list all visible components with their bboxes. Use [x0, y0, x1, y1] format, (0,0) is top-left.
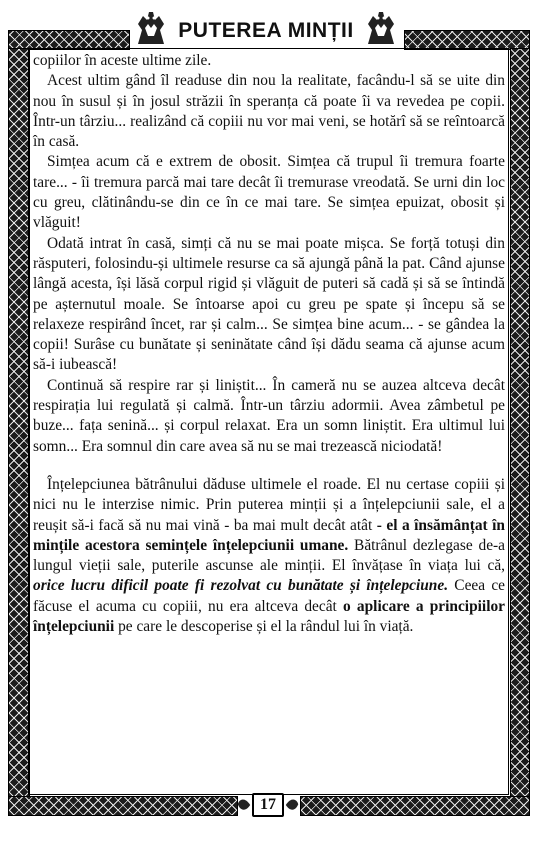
running-header: [128, 4, 404, 48]
page-number-area: [236, 792, 300, 818]
emphasized-text: o aplicare a principiilor înțelepciunii: [33, 597, 505, 636]
paragraph: [33, 51, 505, 71]
right-gargoyle-icon: [364, 6, 398, 46]
right-page-number-ornament-icon: [284, 794, 300, 816]
page-number: 17: [252, 793, 284, 817]
text-run: pe care le descoperise și el la rândul lui în viață.: [114, 618, 414, 636]
running-header-title: PUTEREA MINȚII: [178, 19, 354, 42]
text-run: copiilor în aceste ultime zile.: [33, 52, 212, 69]
bottom-right-border-ornament: [300, 796, 530, 816]
text-run: Continuă să respire rar și liniștit... În cameră nu se auzea altceva decât respirația lui regulată și calmă. Într-un târziu adormii. Avea zâmbetul pe buze... fața senină... și corpul relaxat. Era un somn liniștit. Era ultimul lui somn... Era somnul din care avea să nu se mai trezească niciodată!: [33, 376, 505, 455]
text-run: Odată intrat în casă, simți că nu se mai poate mișca. Se forță totuși din răsputeri, folosindu-și ultimele resurse ca să ajungă până la pat. Când ajunse lângă acesta, își lăsă corpul rigid și vlăguit de puteri să cadă și să se întindă pe așternutul moale. Se întoarse apoi cu greu pe spate și începu să se relaxeze respirând încet, rar și calm... Se simțea bine acum... - se gândea la copii! Surâse cu bunătate și seninătate când își dădu seama că ajunse acum să-i iubească!: [33, 234, 505, 374]
text-run: Înțelepciunea bătrânului dăduse ultimele el roade. El nu certase copiii și nici nu le interzise nimic. Prin puterea minții și a înțelepciunii sale, el a reușit să-i facă să nu mai vină - ba mai mult decât atât: [33, 475, 505, 534]
body-text: [33, 51, 505, 637]
top-right-border-ornament: [404, 30, 530, 50]
text-run: Simțea acum că e extrem de obosit. Simțea că trupul îi tremura foarte tare... - îi tremura parcă mai tare decât îi tremurase vreodată. Se urni din loc cu greu, clătinându-se din ce în ce mai tare. Se simțea epuizat, obosit și vlăguit!: [33, 153, 505, 232]
left-border-ornament: [8, 48, 30, 798]
left-gargoyle-icon: [134, 6, 168, 46]
emphasized-text: - el a însămânțat în mințile acestora semințele înțelepciunii umane.: [33, 516, 505, 554]
paragraph-gap: [33, 457, 505, 475]
paragraph: [33, 234, 505, 376]
text-run: Acest ultim gând îl readuse din nou la realitate, facându-l să se uite din nou în susul și în josul străzii în speranța că poate îi va revedea pe copii. Într-un târziu... realizând că copiii nu vor mai veni, se hotărî să se reîntoarcă în casă.: [33, 72, 505, 151]
paragraph: [33, 152, 505, 233]
top-left-border-ornament: [8, 30, 130, 50]
left-page-number-ornament-icon: [236, 794, 252, 816]
text-run: Bătrânul dezlegase de-a lungul vieții sale, puterile ascunse ale minții. El învățase în viața lui că,: [33, 536, 505, 575]
bottom-left-border-ornament: [8, 796, 238, 816]
paragraph: [33, 71, 505, 152]
paragraph: [33, 475, 505, 637]
emphasized-text: orice lucru dificil poate fi rezolvat cu bunătate și înțelepciune.: [33, 577, 449, 595]
paragraph: [33, 376, 505, 457]
text-run: Ceea ce făcuse el acuma cu copiii, nu era altceva decât: [33, 577, 505, 615]
right-border-ornament: [510, 48, 530, 798]
